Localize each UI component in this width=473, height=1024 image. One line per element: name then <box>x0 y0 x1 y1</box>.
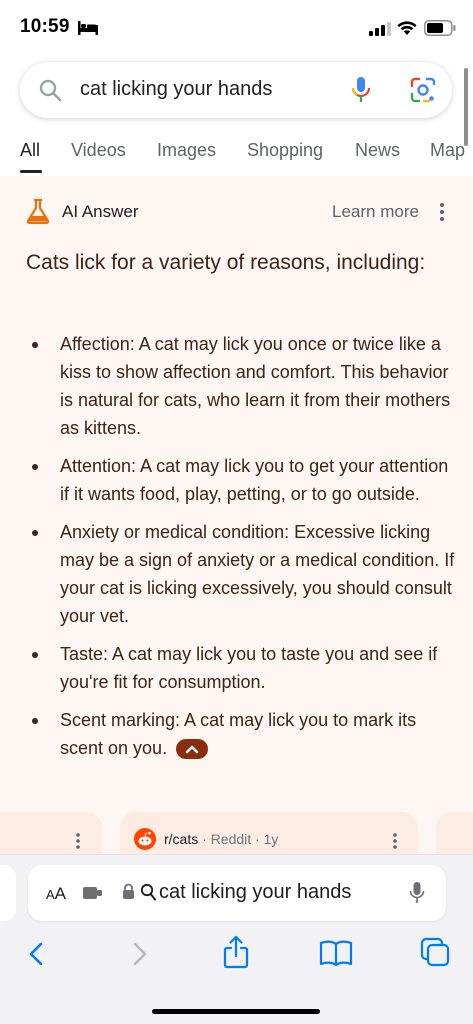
search-icon <box>38 78 62 102</box>
subreddit-name: r/cats <box>164 831 199 847</box>
list-item-text: Scent marking: A cat may lick you to mark its scent on you. <box>60 710 417 758</box>
bullet <box>32 652 38 658</box>
ai-answer-intro: Cats lick for a variety of reasons, including: <box>26 251 426 274</box>
wifi-icon <box>396 19 418 36</box>
list-item <box>26 518 456 630</box>
search-box[interactable] <box>20 62 452 118</box>
extension-icon[interactable] <box>82 885 104 901</box>
lens-icon[interactable] <box>410 77 436 103</box>
tab-videos[interactable]: Videos <box>71 140 126 160</box>
tab-all[interactable]: All <box>20 140 41 160</box>
search-icon <box>140 883 156 901</box>
share-icon[interactable] <box>222 935 250 969</box>
source-label <box>164 831 278 847</box>
more-options-icon[interactable] <box>438 201 446 223</box>
lock-icon <box>122 883 135 900</box>
bullet <box>32 718 38 724</box>
more-options-icon[interactable] <box>392 832 398 850</box>
back-icon[interactable] <box>26 941 48 967</box>
list-item <box>26 706 456 762</box>
source-age: 1y <box>263 831 279 847</box>
search-input[interactable]: cat licking your hands <box>80 78 273 100</box>
mic-icon[interactable] <box>409 881 425 905</box>
bed-icon <box>78 21 98 35</box>
reddit-icon <box>134 828 156 850</box>
more-options-icon[interactable] <box>75 832 81 850</box>
ai-answer-list <box>26 330 456 772</box>
tab-maps[interactable]: Map <box>430 140 466 160</box>
battery-icon <box>424 20 456 36</box>
tab-images[interactable]: Images <box>157 140 217 160</box>
source-site: Reddit <box>210 831 252 847</box>
list-item <box>26 452 456 508</box>
bullet <box>32 342 38 348</box>
active-tab-indicator <box>20 170 42 173</box>
search-tabs <box>0 130 473 174</box>
list-item-text: Anxiety or medical condition: Excessive licking may be a sign of anxiety or a medical condition. If your cat is licking excessively, you should consult your vet. <box>60 522 455 626</box>
previous-tab-preview[interactable] <box>0 865 16 921</box>
reader-options-button[interactable]: AA <box>46 884 67 903</box>
home-indicator <box>152 1009 320 1014</box>
mic-icon[interactable] <box>350 76 372 104</box>
status-bar <box>0 0 473 58</box>
tab-news[interactable]: News <box>355 140 401 160</box>
separator: · <box>251 831 264 847</box>
forward-icon[interactable] <box>128 941 150 967</box>
ai-answer-title: AI Answer <box>62 202 139 221</box>
list-item <box>26 330 456 442</box>
tab-shopping[interactable]: Shopping <box>247 140 324 160</box>
chevron-up-icon <box>185 744 199 754</box>
signal-icon <box>369 22 391 36</box>
list-item-text: Attention: A cat may lick you to get your attention if it wants food, play, petting, or to go outside. <box>60 456 449 504</box>
list-item <box>26 640 456 696</box>
list-item-text: Taste: A cat may lick you to taste you and see if you're fit for consumption. <box>60 644 438 692</box>
tabs-icon[interactable] <box>420 937 450 967</box>
status-time: 10:59 <box>20 16 70 37</box>
learn-more-link[interactable]: Learn more <box>332 202 419 221</box>
collapse-button[interactable] <box>176 739 208 759</box>
bullet <box>32 530 38 536</box>
flask-icon <box>26 198 50 224</box>
url-text[interactable]: cat licking your hands <box>159 881 352 903</box>
safari-toolbar <box>0 854 473 1024</box>
separator: · <box>202 831 207 847</box>
address-bar[interactable] <box>28 865 446 921</box>
ai-answer-panel <box>0 176 473 854</box>
bullet <box>32 464 38 470</box>
bookmarks-icon[interactable] <box>319 939 353 967</box>
list-item-text: Affection: A cat may lick you once or twice like a kiss to show affection and comfort. This behavior is natural for cats, who learn it from their mothers as kittens. <box>60 334 451 438</box>
